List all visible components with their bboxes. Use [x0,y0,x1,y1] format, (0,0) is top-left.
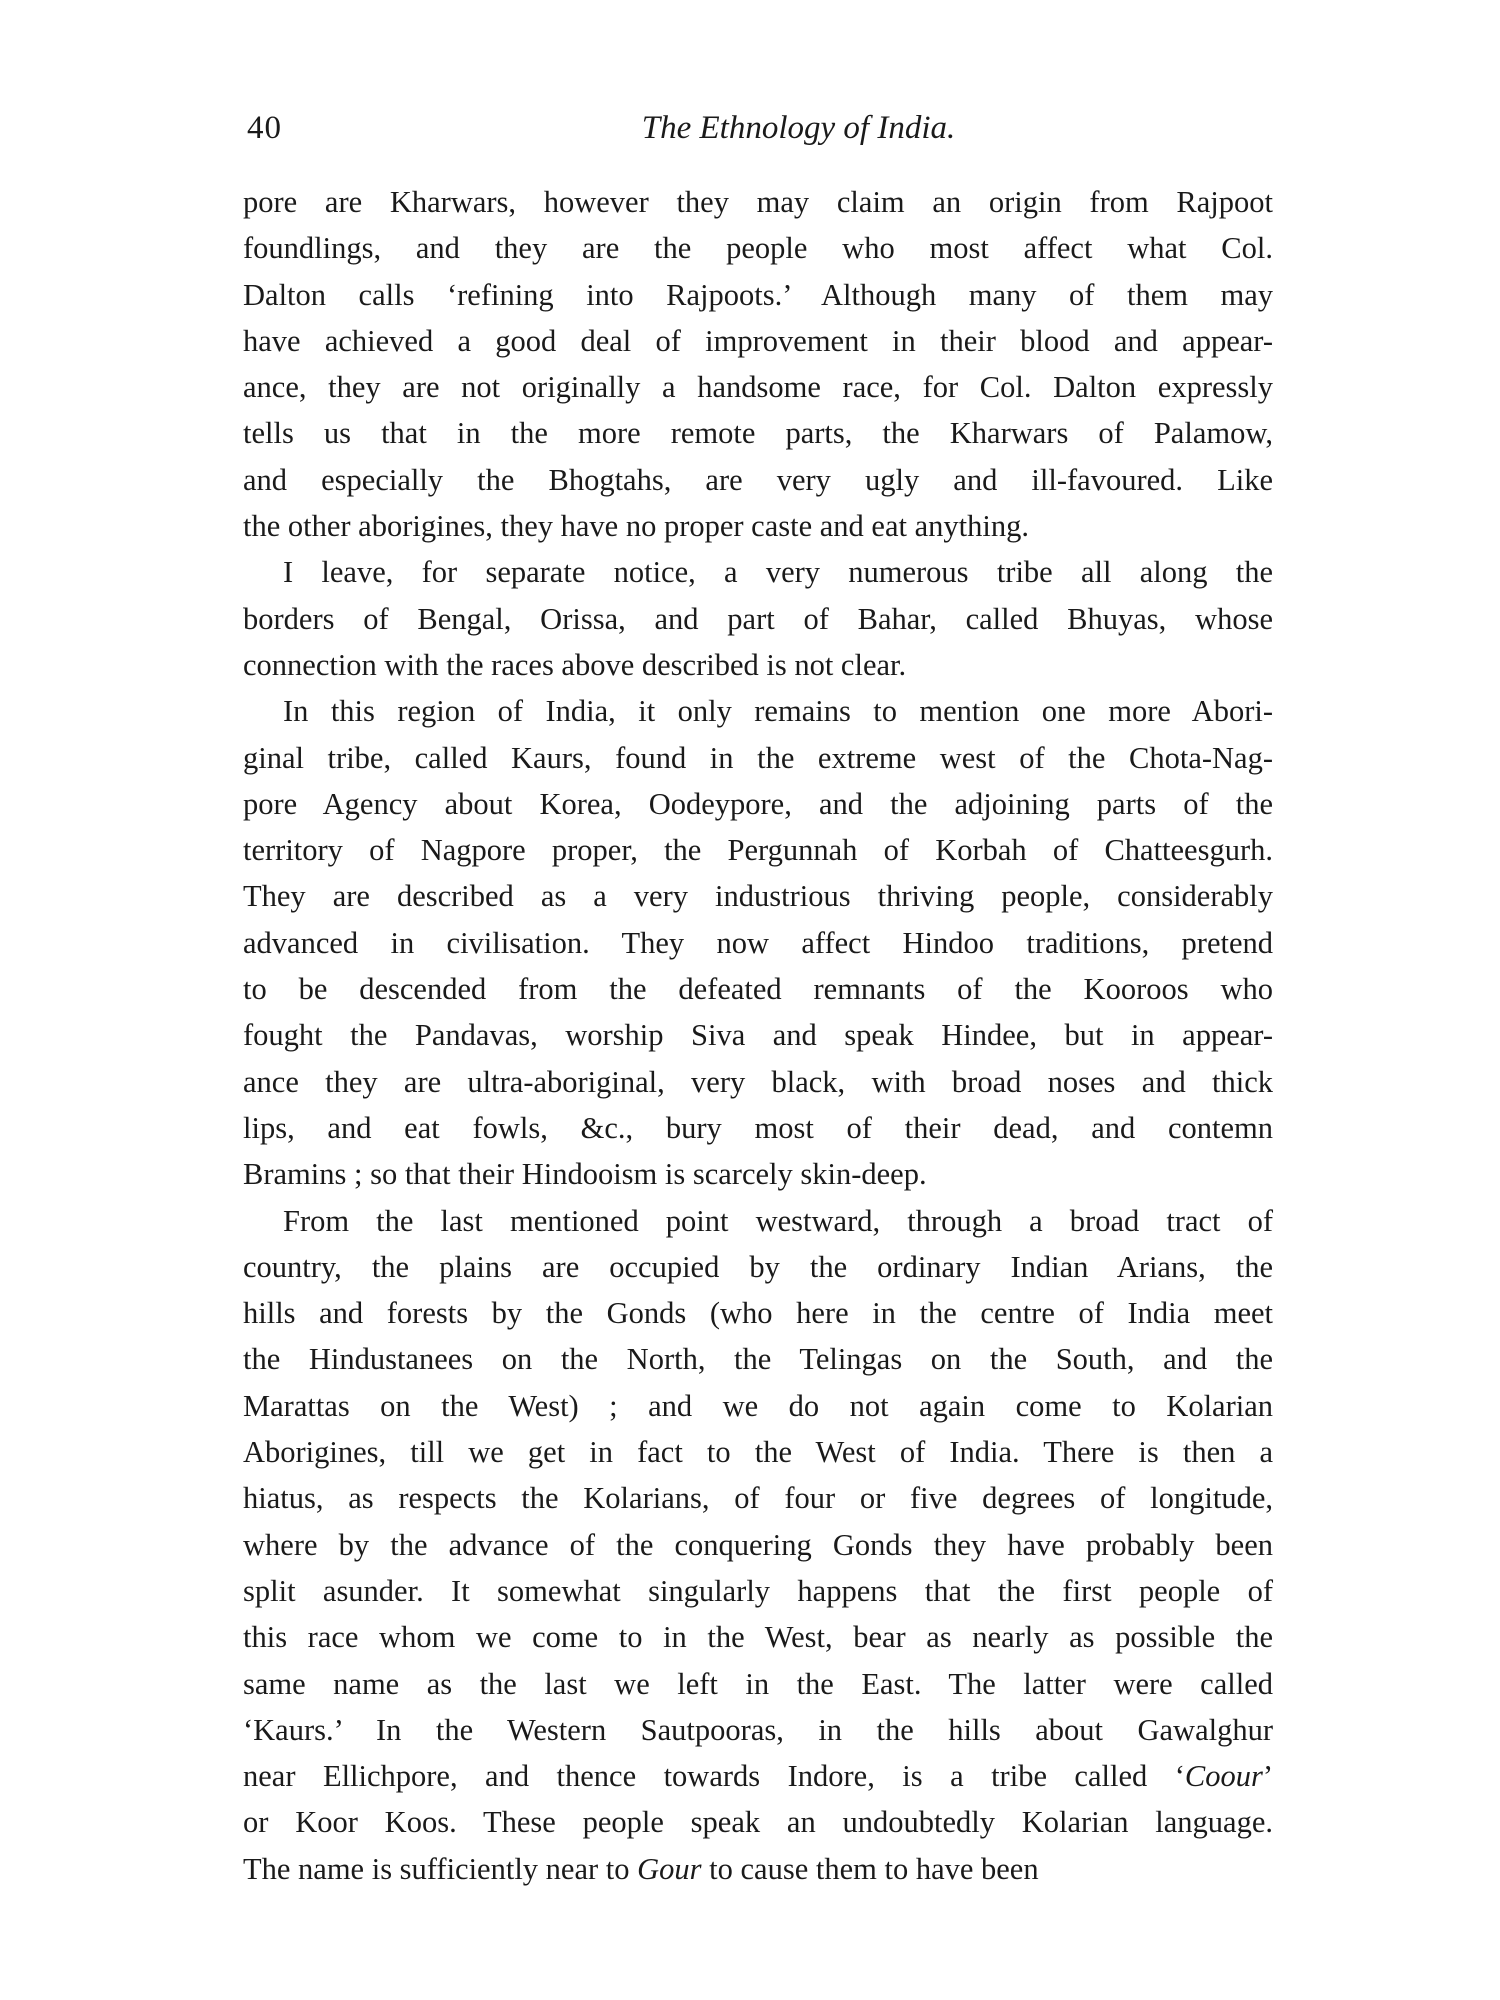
text-line: hills and forests by the Gonds (who here in the centre of India meet [243,1296,1273,1331]
text-line: Dalton calls ‘refining into Rajpoots.’ Although many of them may [243,277,1273,312]
text-line: borders of Bengal, Orissa, and part of Bahar, called Bhuyas, whose [243,601,1273,636]
text-line: and especially the Bhogtahs, are very ugly and ill-favoured. Like [243,462,1273,497]
text-line: I leave, for separate notice, a very numerous tribe all along the [283,555,1273,590]
text-line: In this region of India, it only remains to mention one more Abori- [283,694,1273,729]
text-line: pore are Kharwars, however they may claim an origin from Rajpoot [243,185,1273,219]
text-line: to be descended from the defeated remnants of the Kooroos who [243,972,1273,1007]
text-line: Bramins ; so that their Hindooism is scarcely skin-deep. [243,1157,927,1192]
text-line: the Hindustanees on the North, the Telingas on the South, and the [243,1342,1273,1377]
page-number: 40 [247,110,282,146]
text-line: same name as the last we left in the East. The latter were called [243,1666,1273,1701]
text-line: the other aborigines, they have no proper caste and eat anything. [243,509,1029,544]
text-line: have achieved a good deal of improvement in their blood and appear- [243,323,1273,358]
paragraph-3 [243,688,1273,1197]
text-line: Aborigines, till we get in fact to the West of India. There is then a [243,1435,1273,1470]
text-line: From the last mentioned point westward, through a broad tract of [283,1203,1273,1238]
text-line: where by the advance of the conquering Gonds they have probably been [243,1527,1273,1562]
text-line: foundlings, and they are the people who most affect what Col. [243,231,1273,266]
text-line: ance they are ultra-aboriginal, very black, with broad noses and thick [243,1064,1273,1099]
text-line: or Koor Koos. These people speak an undoubtedly Kolarian language. [243,1805,1273,1840]
text-line: tells us that in the more remote parts, the Kharwars of Palamow, [243,416,1273,451]
running-title: The Ethnology of India. [641,110,956,146]
paragraph-2 [243,549,1273,688]
page-body [243,179,1273,1892]
text-line: ‘Kaurs.’ In the Western Sautpooras, in the hills about Gawalghur [243,1712,1273,1747]
text-line: They are described as a very industrious thriving people, considerably [243,879,1273,914]
text-line: country, the plains are occupied by the ordinary Indian Arians, the [243,1249,1273,1284]
text-line: territory of Nagpore proper, the Pergunnah of Korbah of Chatteesgurh. [243,833,1273,868]
text-line: advanced in civilisation. They now affect Hindoo traditions, pretend [243,925,1273,960]
text-line: split asunder. It somewhat singularly happens that the first people of [243,1573,1273,1608]
paragraph-4 [243,1198,1273,1892]
text-line: lips, and eat fowls, &c., bury most of their dead, and contemn [243,1110,1273,1145]
text-line: near Ellichpore, and thence towards Indore, is a tribe called ‘Coour’ [243,1759,1273,1794]
text-line: this race whom we come to in the West, bear as nearly as possible the [243,1620,1273,1655]
text-line: fought the Pandavas, worship Siva and speak Hindee, but in appear- [243,1018,1273,1053]
text-line: ance, they are not originally a handsome race, for Col. Dalton expressly [243,370,1273,405]
text-line: hiatus, as respects the Kolarians, of four or five degrees of longitude, [243,1481,1273,1516]
text-line: pore Agency about Korea, Oodeypore, and the adjoining parts of the [243,786,1273,821]
text-line: connection with the races above described is not clear. [243,647,907,682]
paragraph-1 [243,179,1273,549]
text-line: Marattas on the West) ; and we do not again come to Kolarian [243,1388,1273,1423]
text-line: ginal tribe, called Kaurs, found in the extreme west of the Chota-Nag- [243,740,1273,775]
page-header [247,103,1260,153]
text-line: The name is sufficiently near to Gour to cause them to have been [243,1851,1039,1886]
